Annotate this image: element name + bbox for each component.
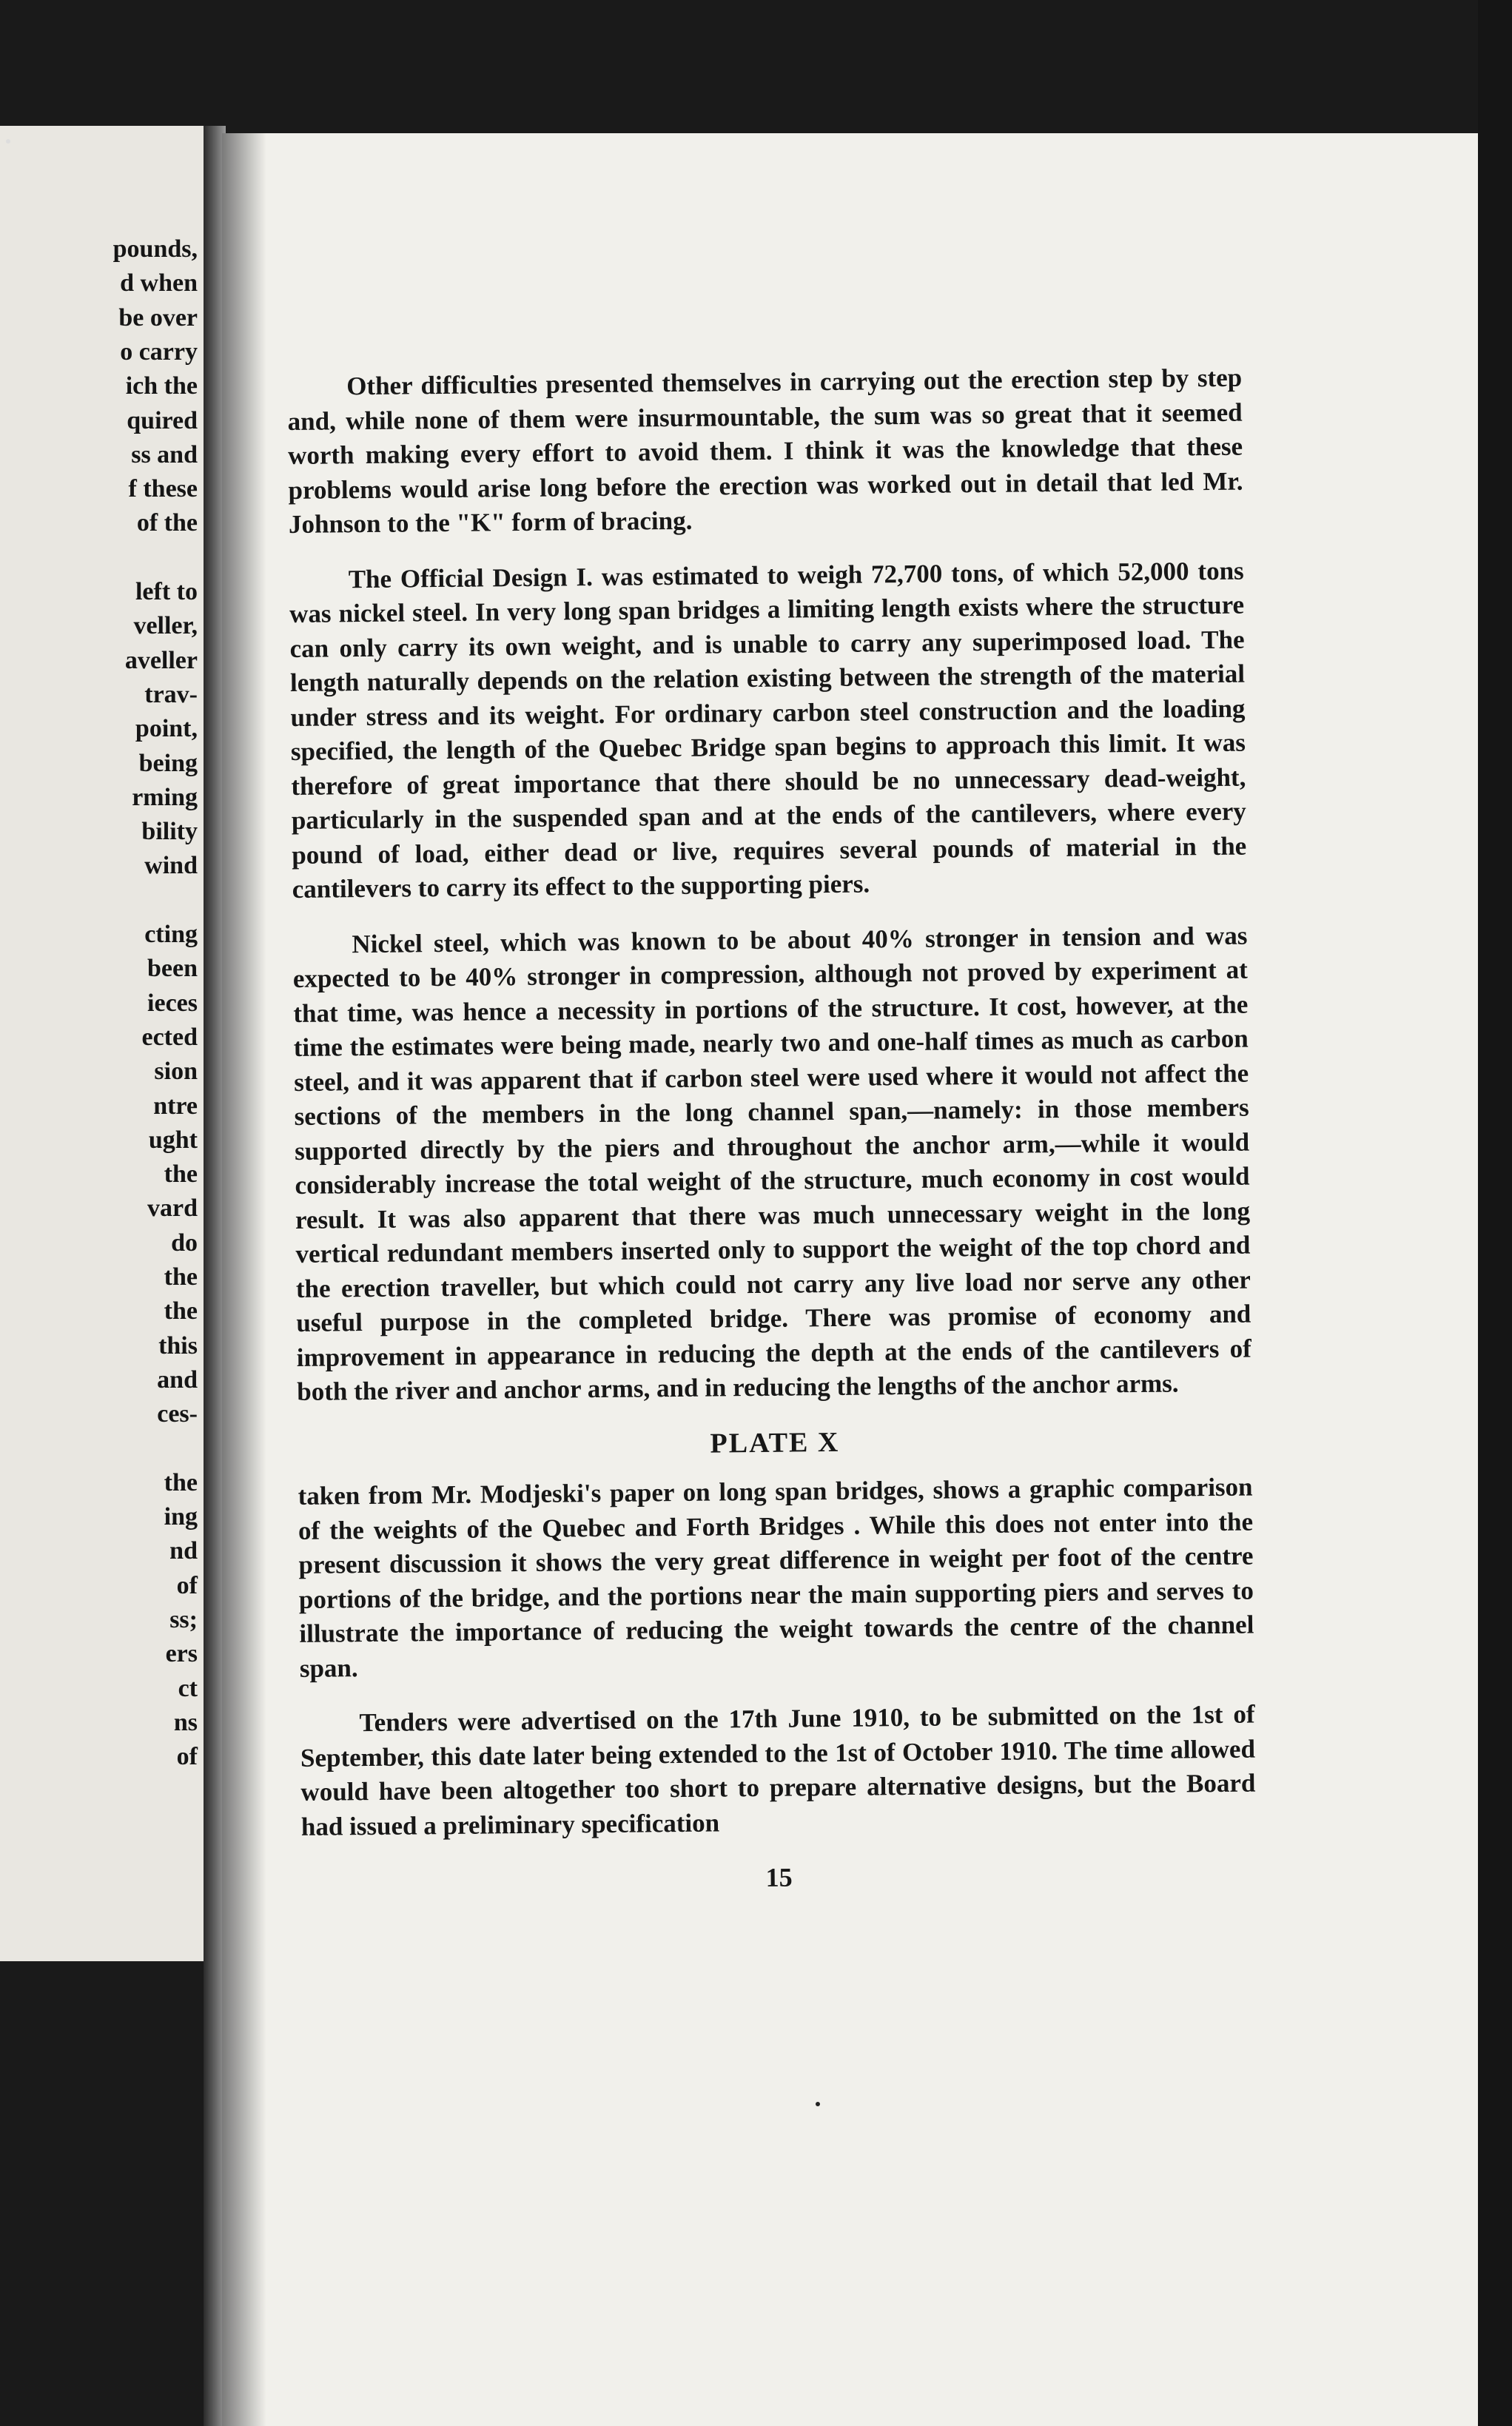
plate-heading: PLATE X (710, 1426, 840, 1459)
page-body (287, 361, 1257, 1900)
left-page-fragment: being (138, 749, 198, 777)
page-shadow (222, 133, 266, 2426)
left-page-fragment: pounds, (112, 235, 198, 263)
left-page-fragment: this (158, 1331, 198, 1360)
right-page (222, 133, 1512, 2426)
left-page-fragment: rming (132, 783, 198, 811)
paragraph-4: taken from Mr. Modjeski's paper on long span bridges, shows a graphic comparison of the weights of the Quebec and Forth Bridges . While this does not enter into the present discussion it shows the very great difference in weight per foot of the centre portions of the bridge, and the portions near the main supporting piers and serves to illustrate the importance of reducing the weight towards the centre of the channel span. (298, 1472, 1254, 1683)
left-page-fragment: been (147, 955, 198, 983)
left-page-fragment: left to (135, 578, 198, 605)
left-page-fragment: ers (165, 1640, 198, 1668)
left-page-fragment: trav- (144, 680, 198, 708)
left-page-fragment: the (164, 1160, 198, 1189)
film-edge (1478, 0, 1512, 2426)
left-page-fragment: nd (169, 1537, 198, 1565)
left-page-fragment: f these (128, 475, 198, 503)
left-page-fragment: of the (136, 509, 198, 537)
left-page-fragment: cting (144, 921, 198, 948)
left-page-fragment: ns (173, 1708, 198, 1736)
left-page-fragment: ich the (125, 372, 198, 400)
left-page-fragment: ct (178, 1674, 198, 1702)
left-page-fragment: ing (164, 1503, 198, 1531)
left-page-fragment: d when (120, 269, 198, 298)
left-page-fragment: vard (147, 1194, 198, 1223)
page-number: 15 (765, 1862, 793, 1892)
left-page-fragment: sion (154, 1058, 198, 1086)
left-page-fragment: the (164, 1468, 198, 1496)
paragraph-1: Other difficulties presented themselves in carrying out the erection step by step and, while none of them were insurmountable, the sum was so great that it seemed worth making every effort to avoid them. I think it was the knowledge that these problems would arise long before the erection was worked out in detail that led Mr. Johnson to the "K" form of bracing. (287, 363, 1243, 539)
left-page-fragment: ss and (131, 440, 198, 468)
left-page-fragment: quired (127, 406, 198, 434)
left-page-fragment: and (157, 1365, 198, 1394)
left-page-fragment: ces- (157, 1400, 198, 1428)
left-page (0, 126, 204, 1961)
left-page-fragment: ntre (153, 1092, 198, 1120)
left-page-fragment: do (171, 1229, 198, 1257)
dust-speck (816, 2102, 820, 2106)
left-page-fragment: bility (141, 818, 198, 846)
left-page-fragment: of (176, 1571, 198, 1599)
left-page-fragment: point, (135, 715, 198, 743)
left-page-fragment: ected (141, 1023, 198, 1051)
paragraph-5: Tenders were advertised on the 17th June 1910, to be submitted on the 1st of September, this date later being extended to the 1st of October 1910. The time allowed would have been altogether too short to prepare alternative designs, but the Board had issued a preliminary specification (300, 1699, 1256, 1841)
left-page-fragment: ught (148, 1126, 198, 1154)
left-page-fragment: the (164, 1263, 198, 1291)
left-page-fragment: o carry (120, 337, 198, 366)
dust-speck (6, 139, 10, 144)
paragraph-3: Nickel steel, which was known to be about 40% stronger in tension and was expected to be 40% stronger in compression, although not proved by experiment at that time, was hence a necessity in portions of the structure. It cost, however, at the time the estimates were being made, nearly two and one-half times as much as carbon steel, and it was apparent that if carbon steel were used where it would not affect the sections of the members in the long channel span,—namely: in those members supported directly by the piers and throughout the anchor arm,—while it would considerably increase the total weight of the structure, much economy in cost would result. It was also apparent that there was much unnecessary weight in the long vertical redundant members inserted only to support the weight of the top chord and the erection traveller, but which could not carry any live load nor serve any other useful purpose in the completed bridge. There was promise of economy and improvement in appearance in reducing the depth at the ends of the cantilevers of both the river and anchor arms, and in reducing the lengths of the anchor arms. (292, 921, 1251, 1406)
left-page-fragment: of (176, 1743, 198, 1771)
left-page-fragment: ieces (147, 989, 198, 1017)
left-page-fragment: be over (118, 303, 198, 332)
left-page-fragment: aveller (124, 646, 198, 674)
left-page-fragment: the (164, 1297, 198, 1325)
paragraph-2: The Official Design I. was estimated to weigh 72,700 tons, of which 52,000 tons was nickel steel. In very long span bridges a limiting length exists where the structure can only carry its own weight, and is unable to carry any superimposed load. The length naturally depends on the relation existing between the strength of the material under stress and its weight. For ordinary carbon steel construction and the loading specified, the length of the Quebec Bridge span begins to approach this limit. It was therefore of great importance that there should be no unnecessary dead-weight, particularly in the suspended span and at the ends of the cantilevers, where every pound of load, either dead or live, requires several pounds of material in the cantilevers to carry its effect to the supporting piers. (289, 556, 1247, 904)
left-page-fragment: veller, (133, 612, 198, 640)
left-page-fragment: wind (144, 852, 198, 880)
left-page-fragment: ss; (169, 1606, 198, 1633)
